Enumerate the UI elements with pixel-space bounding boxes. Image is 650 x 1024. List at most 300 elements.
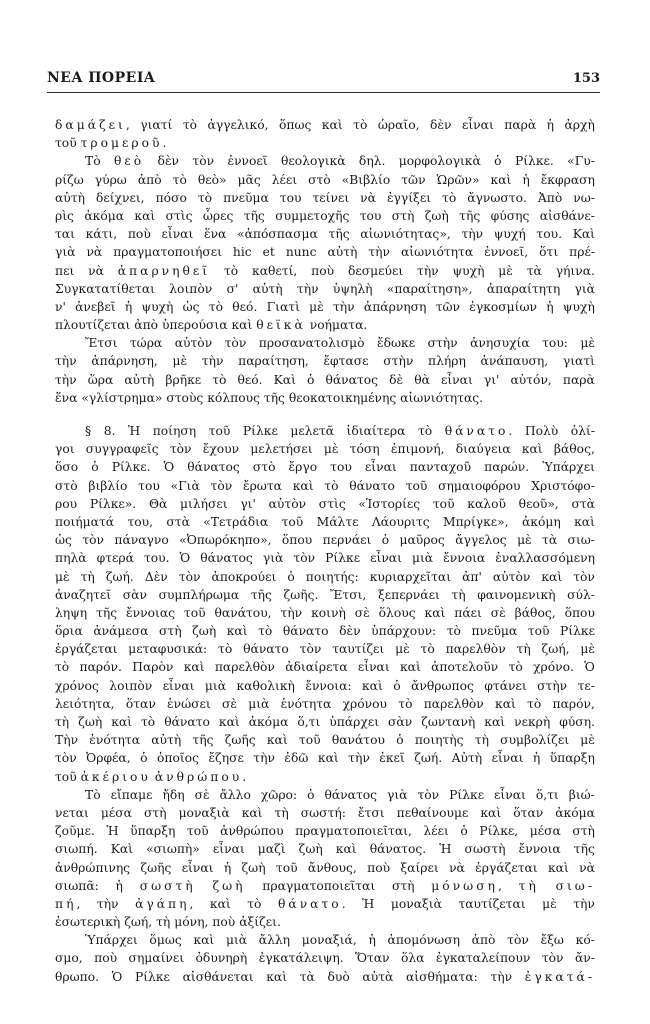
- text-run: φτάνει: [484, 678, 527, 693]
- text-run: μόνη,: [174, 915, 209, 930]
- text-run: τὴν: [280, 605, 303, 620]
- text-run: μελετήσει: [250, 442, 313, 457]
- text-run: δεσμεύει: [347, 263, 404, 278]
- text-run: «παραίτηση»,: [386, 281, 473, 296]
- text-run: μὲ: [309, 299, 324, 314]
- word: [299, 731, 321, 749]
- text-run: ζωὴ: [424, 208, 449, 223]
- word: [55, 859, 130, 877]
- text-run: κυριαρχεῖται: [369, 569, 452, 584]
- word: [575, 280, 595, 298]
- word: [123, 586, 147, 604]
- text-run: ἀποκρούει: [211, 569, 277, 584]
- word: [465, 840, 506, 858]
- text-run: εἶναι: [461, 118, 494, 132]
- text-run: αὐτὴ: [151, 733, 182, 748]
- word: [401, 243, 473, 261]
- text-run: τοῦ: [55, 769, 77, 784]
- text-line: [55, 134, 595, 152]
- text-run: διαύγεια: [455, 442, 511, 457]
- text-run: τῶν: [435, 299, 460, 314]
- text-run: τὸ: [247, 896, 262, 911]
- text-run: ὥρα: [87, 372, 114, 387]
- word: [215, 658, 275, 676]
- word: [400, 531, 445, 549]
- paragraph: [55, 116, 595, 152]
- word: [85, 152, 101, 170]
- text-run: «σιωπὴ»: [146, 842, 200, 857]
- text-run: του: [359, 208, 382, 223]
- text-run: ὅσο: [55, 460, 79, 475]
- text-run: θάνατος: [187, 460, 240, 475]
- text-run: ζωὴ: [298, 842, 323, 857]
- word: [224, 859, 231, 877]
- text-run: καὶ: [541, 569, 563, 584]
- word: [301, 804, 346, 822]
- word: [55, 207, 74, 225]
- text-run: εἶναι: [212, 842, 245, 857]
- text-run: 8.: [103, 424, 116, 438]
- text-run: ἀνθρώπου: [220, 824, 284, 839]
- word: [443, 513, 509, 531]
- word: [55, 298, 66, 316]
- word: [138, 477, 160, 495]
- word: [264, 389, 285, 407]
- text-run: αὐτὸν: [174, 336, 213, 351]
- text-run: Ρίλκε: [242, 424, 278, 438]
- text-run: ὁ: [393, 678, 401, 693]
- word: [559, 713, 595, 731]
- text-run: Ρίλκε.: [514, 154, 554, 169]
- text-run: παρών.: [484, 460, 530, 475]
- word: [170, 440, 192, 458]
- text-line: [55, 604, 595, 622]
- text-run: εἶναι: [357, 660, 390, 675]
- text-run: τὸ: [420, 642, 435, 657]
- text-run: τὸ: [172, 172, 187, 187]
- word: [449, 786, 484, 804]
- word: [418, 422, 432, 440]
- word: [140, 877, 196, 895]
- word: [542, 334, 568, 352]
- word: [365, 458, 397, 476]
- word: [210, 895, 231, 913]
- word: [289, 458, 318, 476]
- word: [125, 298, 132, 316]
- word: [85, 422, 91, 440]
- text-run: μέσα: [529, 824, 561, 839]
- text-run: ὁ: [140, 751, 148, 766]
- text-run: καὶ: [209, 896, 231, 911]
- word: [410, 458, 471, 476]
- word: [491, 171, 512, 189]
- word: [556, 877, 595, 895]
- text-run: ἐναλλασσόμενη: [495, 551, 595, 566]
- word: [290, 422, 334, 440]
- word: [569, 786, 595, 804]
- text-run: γιατί: [140, 118, 173, 132]
- text-run: ὁποῖος: [156, 751, 199, 766]
- word: [209, 422, 231, 440]
- text-run: γιὰ: [387, 787, 408, 802]
- text-run: ἔννοια: [518, 842, 561, 857]
- word: [436, 949, 530, 967]
- word: [461, 225, 483, 243]
- text-run: ἄνθρωπος: [411, 678, 474, 693]
- text-run: τὸν: [210, 478, 233, 493]
- text-run: θάνατο: [243, 642, 289, 657]
- word: [156, 189, 187, 207]
- text-run: τὴ: [156, 915, 171, 930]
- text-run: ἀκόμη: [521, 514, 561, 529]
- word: [97, 549, 134, 567]
- text-run: δὲν: [157, 154, 180, 169]
- word: [243, 640, 289, 658]
- text-run: Ὅταν: [355, 951, 390, 966]
- text-run: τὸ: [446, 624, 461, 639]
- word: [55, 586, 111, 604]
- text-run: ποὺ: [212, 915, 236, 930]
- text-run: τὸν: [293, 551, 316, 566]
- text-run: ἕνα: [203, 227, 227, 242]
- word: [140, 116, 172, 134]
- word: [456, 440, 511, 458]
- text-run: Καὶ: [110, 842, 133, 857]
- text-run: ζωή,: [541, 642, 570, 657]
- word: [327, 243, 357, 261]
- text-run: καὶ: [134, 208, 156, 223]
- text-run: ὁ: [287, 569, 295, 584]
- text-run: Ρίλκε.: [111, 460, 151, 475]
- text-run: εἶναι: [491, 751, 524, 766]
- word: [325, 371, 378, 389]
- text-run: Θὰ: [148, 496, 168, 511]
- word: [55, 495, 77, 513]
- text-run: ζωῆς: [224, 733, 256, 748]
- text-run: τῆς: [96, 605, 118, 620]
- text-run: τοῦ: [55, 136, 77, 151]
- word: [540, 207, 595, 225]
- word: [536, 225, 562, 243]
- text-run: ταυτίζει: [332, 642, 385, 657]
- word: [431, 658, 498, 676]
- spaced-emphasis: πή: [55, 896, 77, 911]
- text-run: θάνατο: [282, 624, 329, 639]
- text-line: [55, 968, 595, 986]
- word: [504, 116, 536, 134]
- word: [293, 549, 315, 567]
- word: [182, 859, 214, 877]
- word: [227, 280, 239, 298]
- word: [86, 243, 102, 261]
- word: [248, 695, 269, 713]
- text-run: πνεῦμα: [471, 624, 518, 639]
- text-run: Μπρίγκε»,: [443, 514, 509, 529]
- word: [55, 189, 85, 207]
- text-run: λοιπὸν: [169, 281, 213, 296]
- word: [183, 116, 197, 134]
- word: [275, 207, 349, 225]
- word: [281, 152, 346, 170]
- word: [470, 334, 530, 352]
- word: [253, 458, 276, 476]
- word: [55, 371, 77, 389]
- word: [130, 822, 175, 840]
- word: [481, 352, 549, 370]
- spaced-emphasis: τρομεροῦ: [80, 136, 163, 151]
- text-run: ποὺ: [311, 263, 335, 278]
- word: [329, 713, 379, 731]
- text-run: τὴν: [348, 751, 370, 766]
- word: [80, 658, 122, 676]
- word: [179, 568, 201, 586]
- text-run: συμβολίζει: [500, 733, 570, 748]
- text-run: μὲ: [580, 642, 595, 657]
- word: [162, 316, 228, 334]
- text-run: αἰωνιότητας»,: [360, 227, 451, 242]
- word: [571, 495, 595, 513]
- word: [353, 116, 367, 134]
- text-run: ἑνώσει: [167, 696, 211, 711]
- text-run: νω-: [573, 190, 595, 205]
- text-run: ,: [497, 878, 502, 893]
- text-run: ποιητής:: [305, 569, 359, 584]
- text-run: κόλπους: [207, 390, 260, 405]
- word: [111, 713, 132, 731]
- word: [82, 531, 104, 549]
- text-run: Γιατὶ: [266, 299, 300, 314]
- text-run: καὶ: [490, 172, 512, 187]
- word: [55, 477, 78, 495]
- word: [451, 586, 465, 604]
- text-run: ψυχὴ: [452, 263, 485, 278]
- text-run: νοήματα.: [309, 318, 368, 333]
- text-run: Ἡ: [362, 896, 375, 911]
- text-run: ζοῦμε.: [55, 824, 95, 839]
- word: [96, 189, 145, 207]
- word: [146, 840, 200, 858]
- text-run: βιβλίο: [88, 478, 128, 493]
- word: [308, 859, 357, 877]
- text-run: εἶναι: [364, 460, 397, 475]
- word: [157, 749, 199, 767]
- word: [415, 731, 464, 749]
- text-run: ἡ: [546, 299, 554, 314]
- text-run: θάνατο: [349, 478, 395, 493]
- text-run: ἀκόμα: [248, 715, 289, 729]
- text-run: τὸ: [398, 696, 413, 711]
- text-run: καὶ: [495, 696, 516, 711]
- word: [438, 477, 520, 495]
- text-run: ἀνθρώπινης: [55, 860, 131, 875]
- word: [192, 622, 216, 640]
- text-run: γι': [240, 496, 256, 511]
- text-run: ἐγκαταλείπουν: [435, 951, 531, 966]
- text-run: ποιητὴς: [414, 733, 464, 748]
- text-run: τὴν: [55, 354, 77, 369]
- word: [183, 298, 200, 316]
- word: [85, 334, 117, 352]
- word: [330, 458, 352, 476]
- word: [536, 786, 559, 804]
- word: [124, 371, 154, 389]
- text-run: ὕπαρξη: [130, 824, 176, 839]
- text-run: μὲ: [498, 263, 513, 278]
- word: [111, 786, 153, 804]
- text-run: εἶναι: [370, 551, 402, 566]
- text-line: [55, 913, 595, 931]
- word: [533, 658, 574, 676]
- word: [140, 749, 147, 767]
- text-run: καὶ: [317, 751, 339, 766]
- word: [173, 171, 187, 189]
- word: [55, 749, 77, 767]
- word: [279, 116, 311, 134]
- text-run: χρόνου: [342, 696, 388, 711]
- text-run: εἶναι: [440, 372, 473, 387]
- word: [398, 695, 412, 713]
- text-run: θεὸ»: [197, 172, 227, 187]
- word: [454, 604, 482, 622]
- word: [309, 298, 324, 316]
- word: [165, 371, 201, 389]
- word: [564, 116, 594, 134]
- word: [132, 658, 173, 676]
- word: [311, 604, 346, 622]
- word: [525, 422, 558, 440]
- text-run: ὅλους: [378, 605, 416, 620]
- word: [289, 389, 396, 407]
- text-run: Ρίλκε: [449, 787, 485, 802]
- word: [437, 171, 480, 189]
- text-run: ἀπὸ: [137, 172, 162, 187]
- word: [362, 968, 393, 986]
- word: [55, 713, 69, 731]
- word: [377, 334, 415, 352]
- text-run: ἐργάζεται: [475, 860, 538, 875]
- text-run: ζωῆς: [140, 860, 172, 875]
- text-run: μὲ: [517, 533, 532, 548]
- word: [324, 477, 338, 495]
- text-run: ἄνθους,: [307, 860, 357, 875]
- text-run: μιὰ: [225, 933, 248, 948]
- spaced-emphasis: σωστὴ: [139, 878, 196, 893]
- word: [343, 695, 387, 713]
- text-line: [55, 189, 595, 207]
- text-run: λέει: [271, 172, 298, 187]
- text-run: εἴπαμε: [110, 787, 153, 802]
- text-run: .: [508, 424, 513, 438]
- text-run: Τὸ: [85, 154, 101, 169]
- text-run: Δὲν: [144, 569, 168, 584]
- word: [205, 677, 226, 695]
- word: [324, 786, 377, 804]
- text-run: Ρίλκε: [325, 551, 361, 566]
- word: [467, 495, 506, 513]
- text-run: πρέ-: [569, 245, 595, 260]
- word: [169, 280, 212, 298]
- text-run: ἐννοεῖ,: [484, 245, 529, 260]
- text-run: νὰ: [579, 860, 595, 875]
- word: [417, 786, 439, 804]
- word: [371, 622, 436, 640]
- word: [400, 859, 438, 877]
- text-line: [55, 262, 595, 280]
- word: [362, 677, 383, 695]
- word: [284, 749, 308, 767]
- text-run: ἀνάπαυση,: [480, 354, 549, 369]
- text-run: δὲ: [389, 372, 404, 387]
- text-line: [55, 316, 595, 334]
- word: [94, 949, 117, 967]
- word: [573, 568, 595, 586]
- text-run: ἄλλο: [219, 787, 251, 802]
- word: [477, 586, 555, 604]
- text-run: σὲ: [354, 605, 370, 620]
- text-run: ζωή,: [124, 915, 153, 930]
- text-run: γιατὶ: [562, 354, 595, 369]
- text-line: [55, 859, 595, 877]
- text-run: ἀπαραίτητη: [486, 281, 561, 296]
- word: [275, 804, 289, 822]
- text-run: καὶ: [521, 442, 543, 457]
- text-run: τὰ: [299, 969, 315, 984]
- text-run: Ὀρφέα,: [86, 751, 131, 766]
- text-run: στὴ: [391, 878, 415, 893]
- text-run: νεται: [55, 805, 89, 820]
- word: [242, 804, 263, 822]
- text-run: ὧρες: [202, 208, 234, 223]
- word: [239, 913, 281, 931]
- word: [93, 622, 148, 640]
- word: [509, 658, 523, 676]
- word: [449, 859, 465, 877]
- word: [134, 207, 155, 225]
- word: [400, 658, 421, 676]
- text-run: τὸν: [224, 336, 247, 351]
- text-run: αἰωνιότητας.: [400, 390, 484, 405]
- text-run: μιὰ: [204, 678, 227, 693]
- word: [546, 298, 553, 316]
- spaced-emphasis: θεϊκὰ: [256, 318, 306, 333]
- word: [128, 640, 207, 658]
- word: [368, 931, 375, 949]
- word: [358, 495, 420, 513]
- word: [323, 531, 372, 549]
- text-run: ποιήματά: [55, 514, 115, 529]
- word: [307, 371, 314, 389]
- text-line: [55, 422, 595, 440]
- word: [492, 749, 524, 767]
- text-run: ἐγκοσμίων: [469, 299, 537, 314]
- word: [237, 371, 262, 389]
- word: [514, 713, 550, 731]
- text-run: τοῦ: [208, 424, 231, 438]
- text-run: ἀπ': [462, 569, 482, 584]
- word: [184, 658, 205, 676]
- word: [55, 531, 72, 549]
- text-run: τὸν: [417, 787, 440, 802]
- word: [179, 531, 271, 549]
- word: [267, 298, 300, 316]
- word: [462, 116, 494, 134]
- text-run: καὶ: [183, 660, 205, 675]
- word: [383, 352, 413, 370]
- word: [227, 152, 267, 170]
- text-run: καὶ: [241, 805, 263, 820]
- text-run: ται: [55, 227, 75, 242]
- spaced-emphasis: τὴ: [518, 878, 539, 893]
